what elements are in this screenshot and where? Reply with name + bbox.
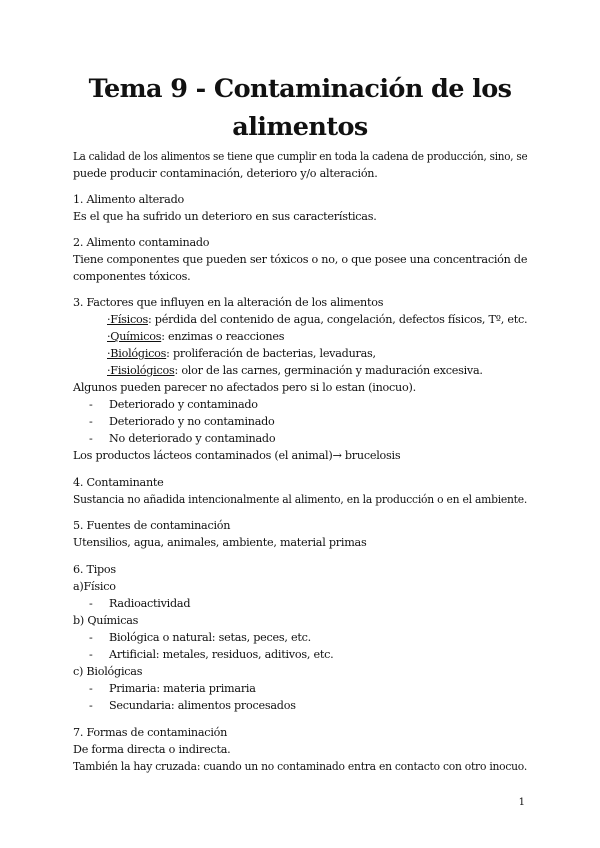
list-dash: - (89, 699, 93, 712)
section-text: componentes tóxicos. (73, 270, 191, 283)
intro-text: La calidad de los alimentos se tiene que cumplir en toda la cadena de producción, sino, se (73, 150, 528, 163)
intro-text: puede producir contaminación, deterioro y/o alteración. (73, 167, 378, 180)
list-dash: - (89, 398, 93, 411)
section-text: También la hay cruzada: cuando un no contaminado entra en contacto con otro inocuo. (73, 760, 528, 773)
list-item: - Deteriorado y no contaminado (89, 415, 275, 428)
list-item: - Artificial: metales, residuos, aditivos, etc. (89, 648, 334, 661)
section-heading: 6. Tipos (73, 563, 116, 576)
list-dash: - (89, 648, 93, 661)
page-title-line2: alimentos (232, 112, 368, 142)
list-dash: - (89, 597, 93, 610)
factor-desc: : pérdida del contenido de agua, congelación, defectos físicos, Tº, etc. (147, 313, 528, 326)
list-item: - No deteriorado y contaminado (89, 432, 276, 445)
page-title: Tema 9 - Contaminación de los (88, 74, 512, 104)
subsection-label: a)Físico (73, 580, 116, 593)
list-item: - Deteriorado y contaminado (89, 398, 258, 411)
list-item: - Biológica o natural: setas, peces, etc. (89, 631, 311, 644)
factor-term: ·Químicos (107, 330, 162, 343)
section-text: Utensilios, agua, animales, ambiente, material primas (73, 536, 367, 549)
factor-desc: : proliferación de bacterias, levaduras, (166, 347, 376, 360)
list-item: - Primaria: materia primaria (89, 682, 256, 695)
factor-item (107, 312, 527, 328)
factor-item (107, 346, 376, 362)
section-heading: 4. Contaminante (73, 476, 164, 489)
section-heading: 3. Factores que influyen en la alteración de los alimentos (73, 296, 384, 309)
section-heading: 5. Fuentes de contaminación (73, 519, 231, 532)
list-item: - Radioactividad (89, 597, 191, 610)
section-text: Es el que ha sufrido un deterioro en sus características. (73, 210, 377, 223)
factor-desc: : enzimas o reacciones (161, 330, 285, 343)
section-heading: 1. Alimento alterado (73, 193, 184, 206)
factor-term: ·Físicos (107, 313, 148, 326)
factor-item (107, 363, 483, 379)
list-item: - Secundaria: alimentos procesados (89, 699, 296, 712)
factor-term: ·Fisiológicos (107, 364, 175, 377)
section-text: Sustancia no añadida intencionalmente al alimento, en la producción o en el ambiente. (73, 493, 528, 506)
section-text: De forma directa o indirecta. (73, 743, 231, 756)
section-text: Tiene componentes que pueden ser tóxicos o no, o que posee una concentración de (73, 253, 528, 266)
factor-desc: : olor de las carnes, germinación y maduración excesiva. (174, 364, 483, 377)
factor-item (107, 329, 284, 345)
section-text: Algunos pueden parecer no afectados pero si lo estan (inocuo). (73, 381, 416, 394)
list-dash: - (89, 432, 93, 445)
page-number: 1 (518, 797, 525, 808)
section-text: Los productos lácteos contaminados (el animal)→ brucelosis (73, 449, 401, 462)
factor-term: ·Biológicos (107, 347, 167, 360)
section-heading: 2. Alimento contaminado (73, 236, 210, 249)
list-dash: - (89, 415, 93, 428)
subsection-label: b) Químicas (73, 614, 139, 627)
list-dash: - (89, 631, 93, 644)
list-dash: - (89, 682, 93, 695)
subsection-label: c) Biológicas (73, 665, 143, 678)
section-heading: 7. Formas de contaminación (73, 726, 228, 739)
